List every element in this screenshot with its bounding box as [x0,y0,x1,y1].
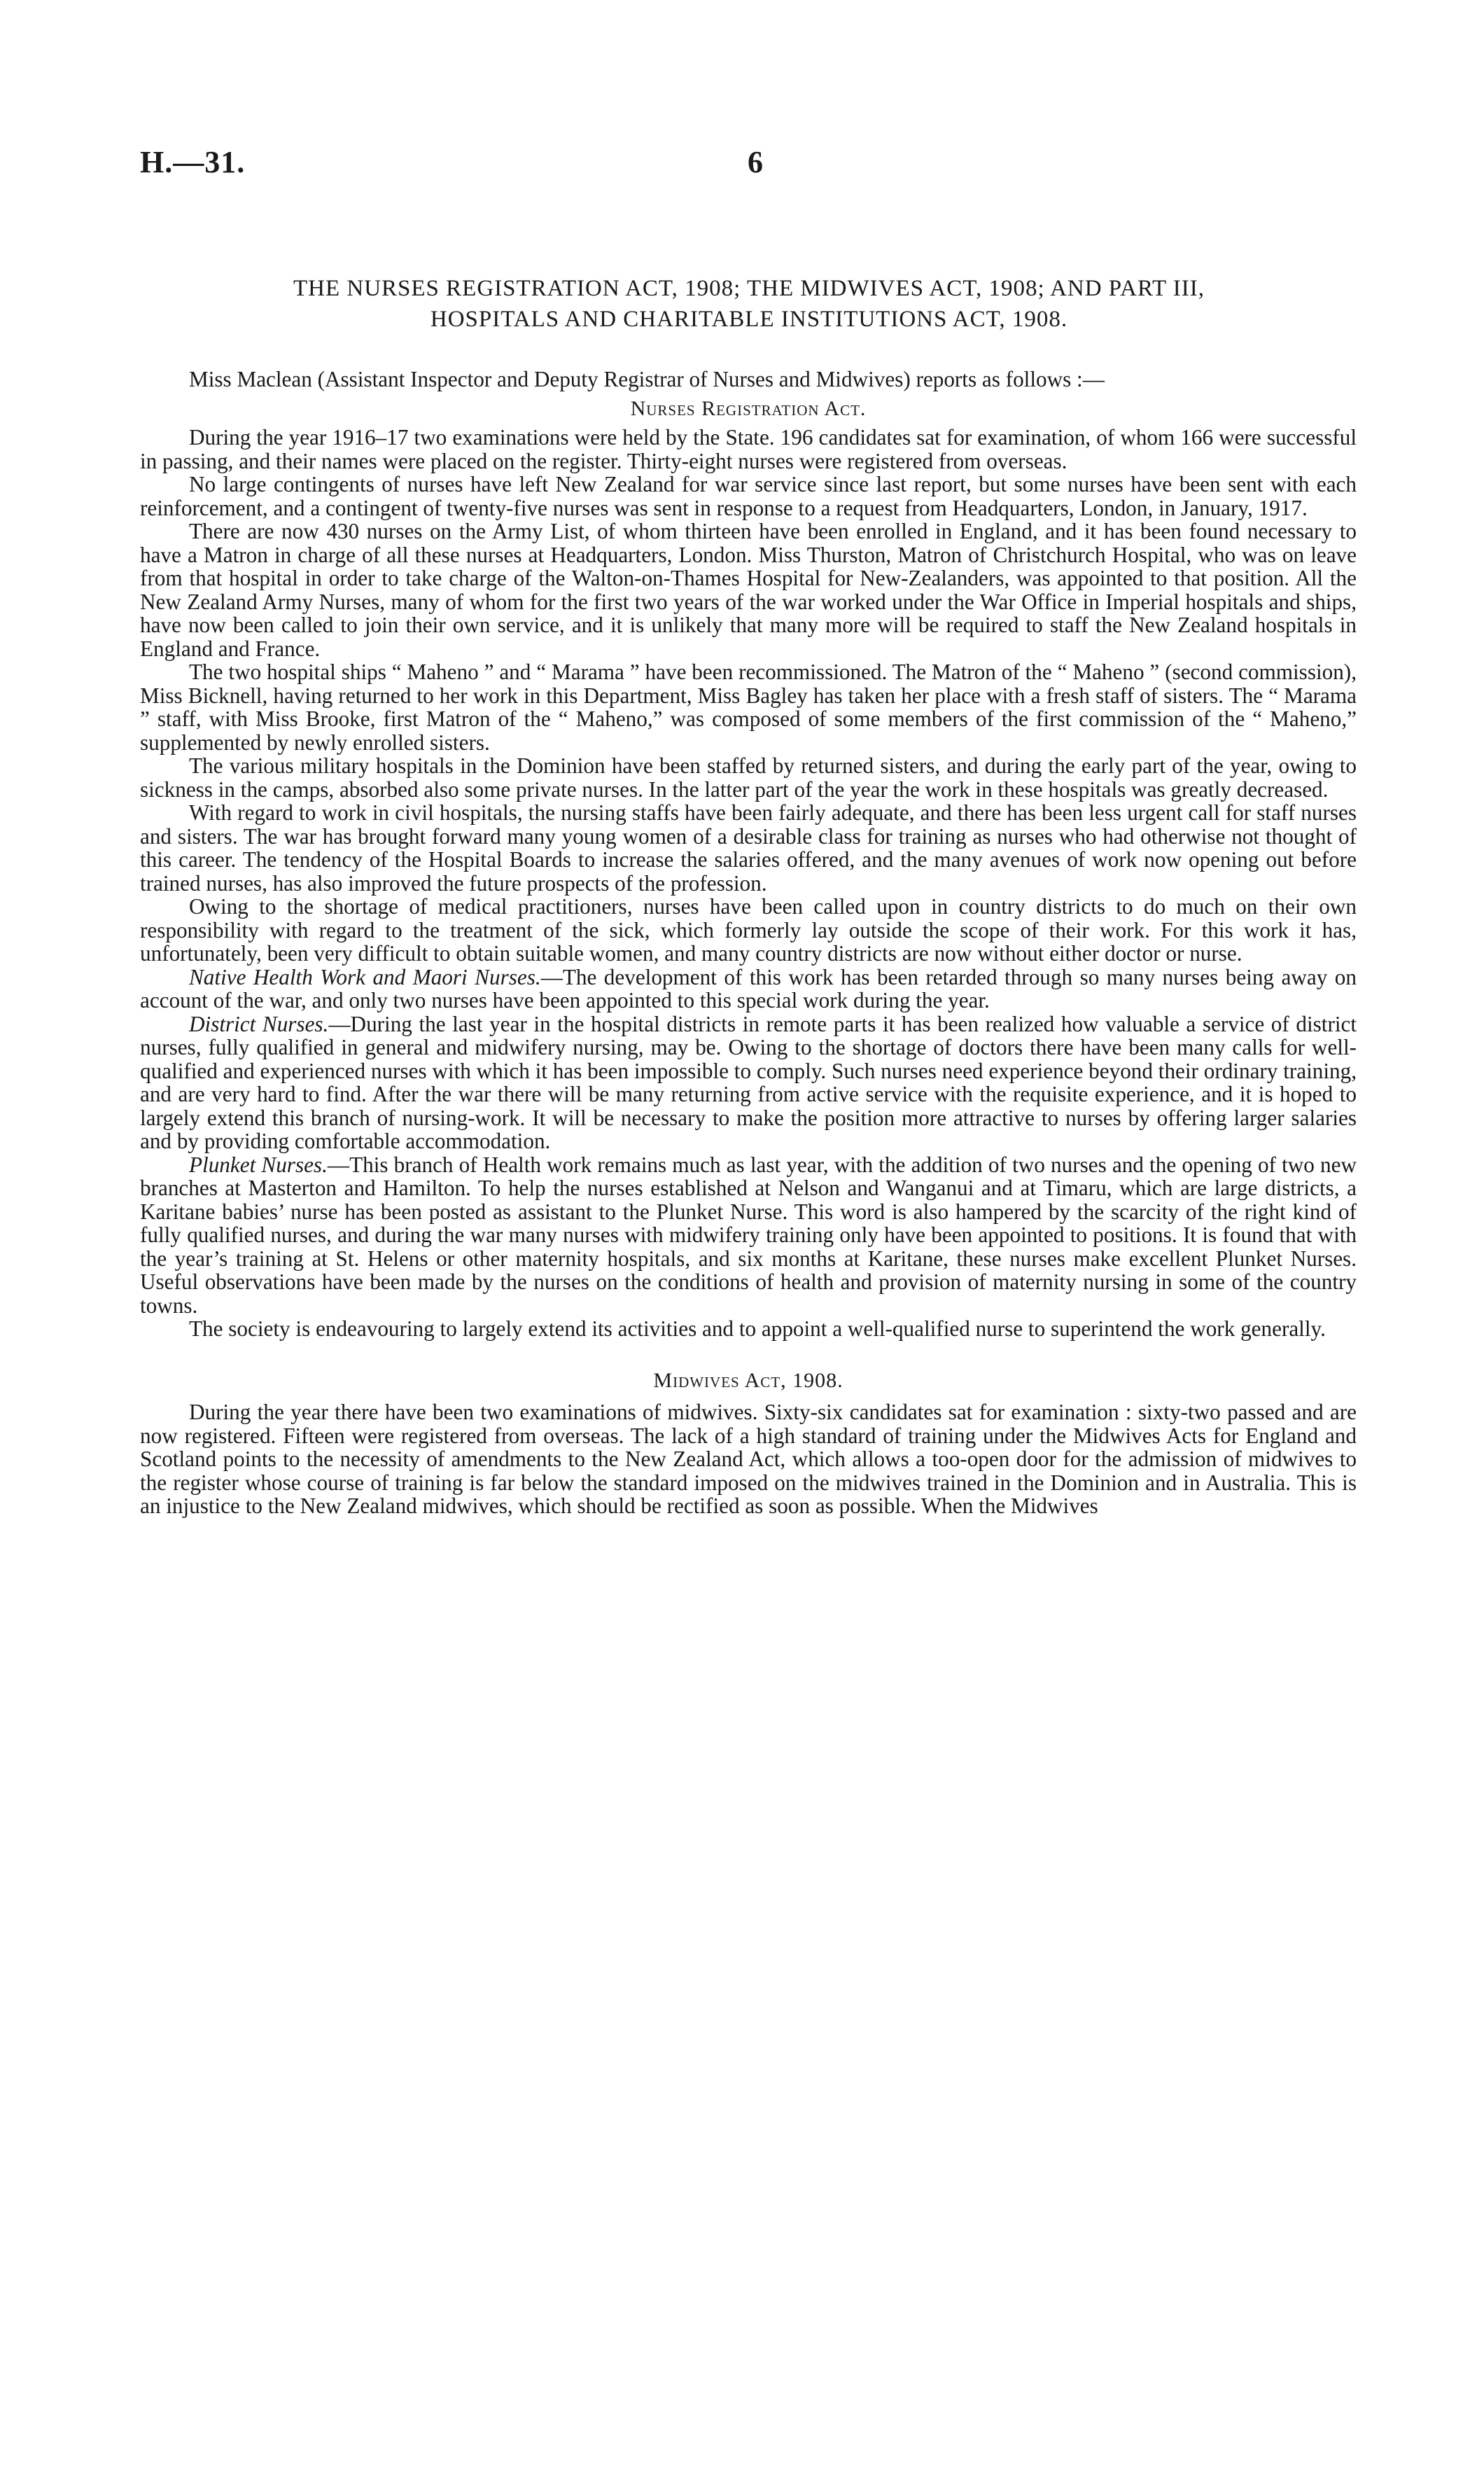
district-nurses-text: —During the last year in the hospital districts in remote parts it has been realized how valuable a service of district nurses, fully qualified in general and midwifery nursing, may be. Owing to the shortage of doctors there have been many calls for well-qualified and experienced nurses with which it has been impossible to comply. Such nurses need experience beyond their ordinary training, and are very hard to find. After the war there will be many returning from active service with the requisite experience, and it is hoped to largely extend this branch of nursing-work. It will be necessary to make the position more attractive to nurses by offering larger salaries and by providing comfortable accommodation. [140,1011,1357,1153]
paragraph-contingents: No large contingents of nurses have left New Zealand for war service since last report, but some nurses have been sent with each reinforcement, and a contingent of twenty-five nurses was sent in response to a request from Headquarters, London, in January, 1917. [140,472,1357,520]
section-heading-nurses-registration-act: Nurses Registration Act. [630,396,867,420]
paragraph-hospital-ships: The two hospital ships “ Maheno ” and “ Marama ” have been recommissioned. The Matron of the “ Maheno ” (second commission), Miss Bicknell, having returned to her work in this Department, Miss Bagley has taken her place with a fresh staff of sisters. The “ Marama ” staff, with Miss Brooke, first Matron of the “ Maheno,” was composed of some members of the first commission of the “ Maheno,” supplemented by newly enrolled sisters. [140,660,1357,755]
page-number: 6 [748,145,763,179]
paragraph-native-health [140,966,1357,1012]
paragraph-plunket-nurses [140,1153,1357,1318]
native-health-lead: Native Health Work and Maori Nurses. [189,964,541,989]
plunket-nurses-lead: Plunket Nurses. [189,1152,328,1177]
paragraph-society: The society is endeavouring to largely extend its activities and to appoint a well-qualified nurse to superintend the work generally. [189,1316,1326,1341]
document-body [140,368,1357,1518]
paragraph-examinations: During the year 1916–17 two examinations were held by the State. 196 candidates sat for examination, of whom 166 were successful in passing, and their names were placed on the register. Thirty-eight nurses were registered from overseas. [140,425,1357,473]
paragraph-army-list: There are now 430 nurses on the Army List, of whom thirteen have been enrolled in England, and it has been found necessary to have a Matron in charge of all these nurses at Headquarters, London. Miss Thurston, Matron of Christchurch Hospital, who was on leave from that hospital in order to take charge of the Walton-on-Thames Hospital for New-Zealanders, was appointed to that position. All the New Zealand Army Nurses, many of whom for the first two years of the war worked under the War Office in Imperial hospitals and ships, have now been called to join their own service, and it is unlikely that many more will be required to staff the New Zealand hospitals in England and France. [140,519,1357,661]
plunket-nurses-text: —This branch of Health work remains much as last year, with the addition of two nurses and the opening of two new branches at Masterton and Hamilton. To help the nurses established at Nelson and Wanganui and at Timaru, which are large districts, a Karitane babies’ nurse has been posted as assistant to the Plunket Nurse. This word is also hampered by the scarcity of the right kind of fully qualified nurses, and during the war many nurses with midwifery training only have been appointed to positions. It is found that with the year’s training at St. Helens or other maternity hospitals, and six months at Karitane, these nurses make excellent Plunket Nurses. Useful observations have been made by the nurses on the conditions of health and provision of maternity nursing in some of the country towns. [140,1152,1357,1318]
native-health-text: —The development of this work has been retarded through so many nurses being away on account of the war, and only two nurses have been appointed to this special work during the year. [140,964,1357,1012]
paragraph-military-hospitals: The various military hospitals in the Dominion have been staffed by returned sisters, and during the early part of the year, owing to sickness in the camps, absorbed also some private nurses. In the latter part of the year the work in these hospitals was greatly decreased. [140,753,1357,802]
section-heading-midwives-act: Midwives Act, 1908. [653,1368,844,1392]
district-nurses-lead: District Nurses. [189,1011,329,1036]
title-line-2: HOSPITALS AND CHARITABLE INSTITUTIONS ACT, 1908. [430,307,1068,332]
paragraph-midwives-examinations: During the year there have been two examinations of midwives. Sixty-six candidates sat for examination : sixty-two passed and are now registered. Fifteen were registered from overseas. The lack of a high standard of training under the Midwives Acts for England and Scotland points to the necessity of amendments to the New Zealand Act, which allows a too-open door for the admission of midwives to the register whose course of training is far below the standard imposed on the midwives trained in the Dominion and in Australia. This is an injustice to the New Zealand midwives, which should be rectified as soon as possible. When the Midwives [140,1400,1357,1518]
paragraph-district-nurses [140,1012,1357,1153]
document-title [140,273,1358,335]
paragraph-country-districts: Owing to the shortage of medical practitioners, nurses have been called upon in country districts to do much on their own responsibility with regard to the treatment of the sick, which formerly lay outside the scope of their work. For this work it has, unfortunately, been very difficult to obtain suitable women, and many country districts are now without either doctor or nurse. [140,894,1357,966]
paragraph-civil-hospitals: With regard to work in civil hospitals, the nursing staffs have been fairly adequate, and there has been less urgent call for staff nurses and sisters. The war has brought forward many young women of a desirable class for training as nurses who had otherwise not thought of this career. The tendency of the Hospital Boards to increase the salaries offered, and the many avenues of work now opening out before trained nurses, has also improved the future prospects of the profession. [140,800,1357,896]
page-header [140,144,1358,200]
document-code: H.—31. [140,145,246,179]
intro-paragraph: Miss Maclean (Assistant Inspector and Deputy Registrar of Nurses and Midwives) reports as follows :— [189,367,1105,391]
title-line-1: THE NURSES REGISTRATION ACT, 1908; THE MIDWIVES ACT, 1908; AND PART III, [293,276,1205,301]
